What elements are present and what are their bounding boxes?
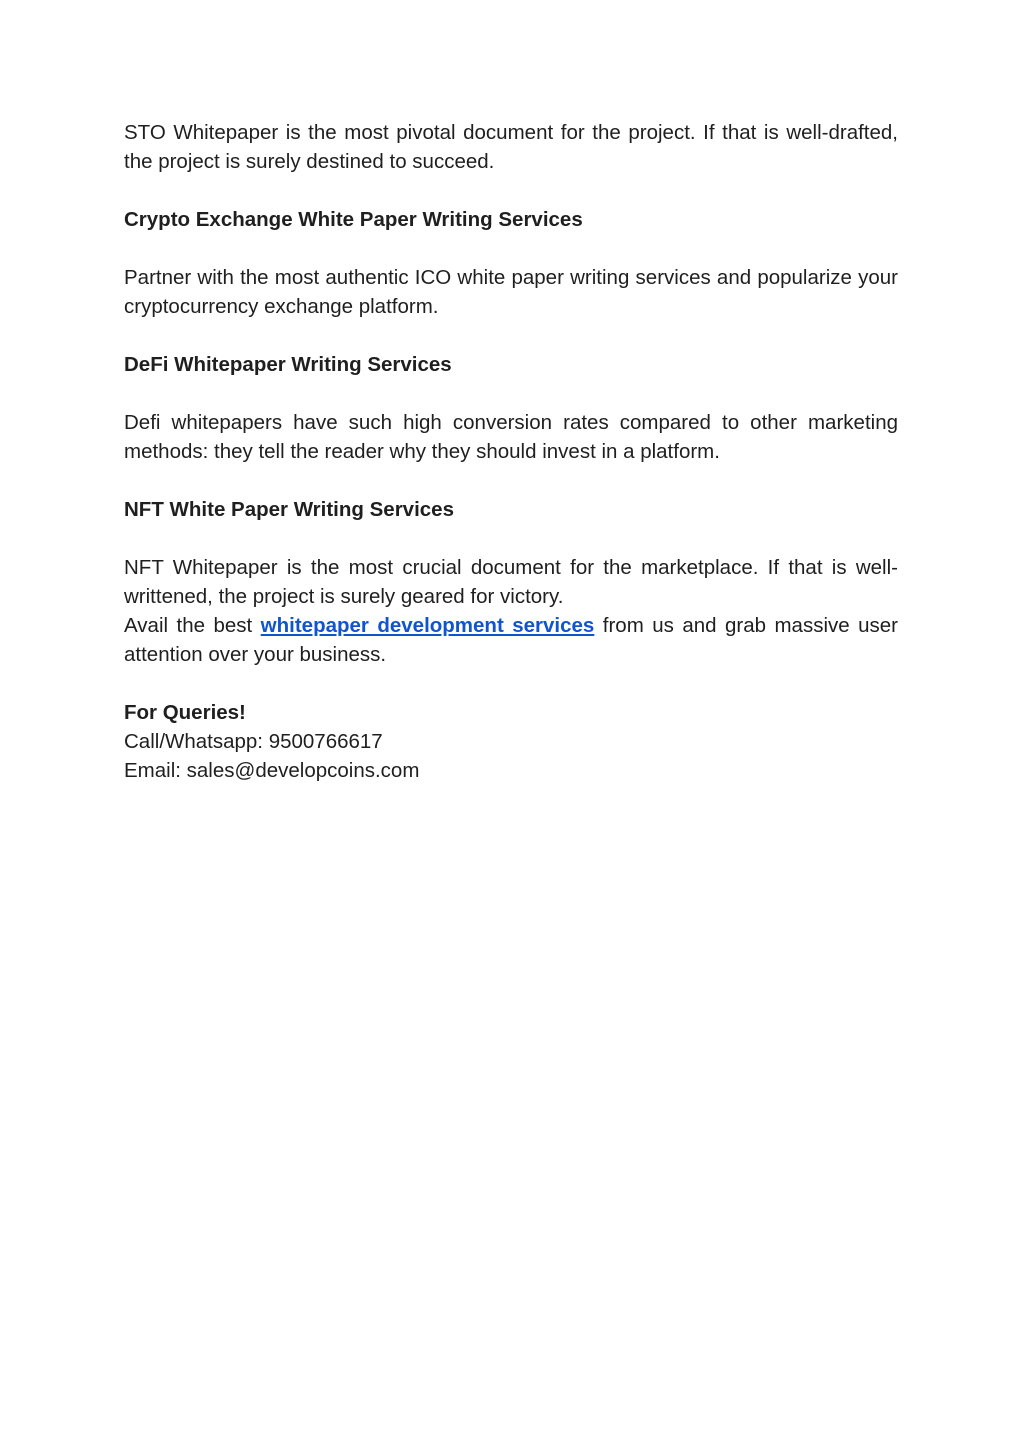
- spacer: [124, 176, 898, 205]
- defi-paragraph: Defi whitepapers have such high conversion rates compared to other marketing methods: they tell the reader why they should invest in a platform.: [124, 411, 898, 463]
- spacer: [124, 669, 898, 698]
- spacer: [124, 466, 898, 495]
- phone-line: Call/Whatsapp: 9500766617: [124, 730, 383, 753]
- nft-heading: NFT White Paper Writing Services: [124, 498, 454, 521]
- avail-paragraph: [124, 611, 898, 669]
- crypto-exchange-paragraph: Partner with the most authentic ICO white paper writing services and popularize your cryptocurrency exchange platform.: [124, 266, 898, 318]
- email-line: Email: sales@developcoins.com: [124, 759, 420, 782]
- document-page: [124, 118, 898, 785]
- sto-paragraph: STO Whitepaper is the most pivotal document for the project. If that is well-drafted, the project is surely destined to succeed.: [124, 121, 898, 173]
- avail-suffix: from us and grab massive user attention over your business.: [124, 614, 898, 666]
- spacer: [124, 379, 898, 408]
- queries-heading: For Queries!: [124, 701, 246, 724]
- avail-prefix: Avail the best: [124, 614, 253, 637]
- spacer: [124, 234, 898, 263]
- whitepaper-development-link[interactable]: whitepaper development services: [260, 614, 595, 637]
- nft-paragraph: NFT Whitepaper is the most crucial document for the marketplace. If that is well-writtened, the project is surely geared for victory.: [124, 556, 898, 608]
- defi-heading: DeFi Whitepaper Writing Services: [124, 353, 452, 376]
- crypto-exchange-heading: Crypto Exchange White Paper Writing Services: [124, 208, 583, 231]
- spacer: [124, 524, 898, 553]
- spacer: [124, 321, 898, 350]
